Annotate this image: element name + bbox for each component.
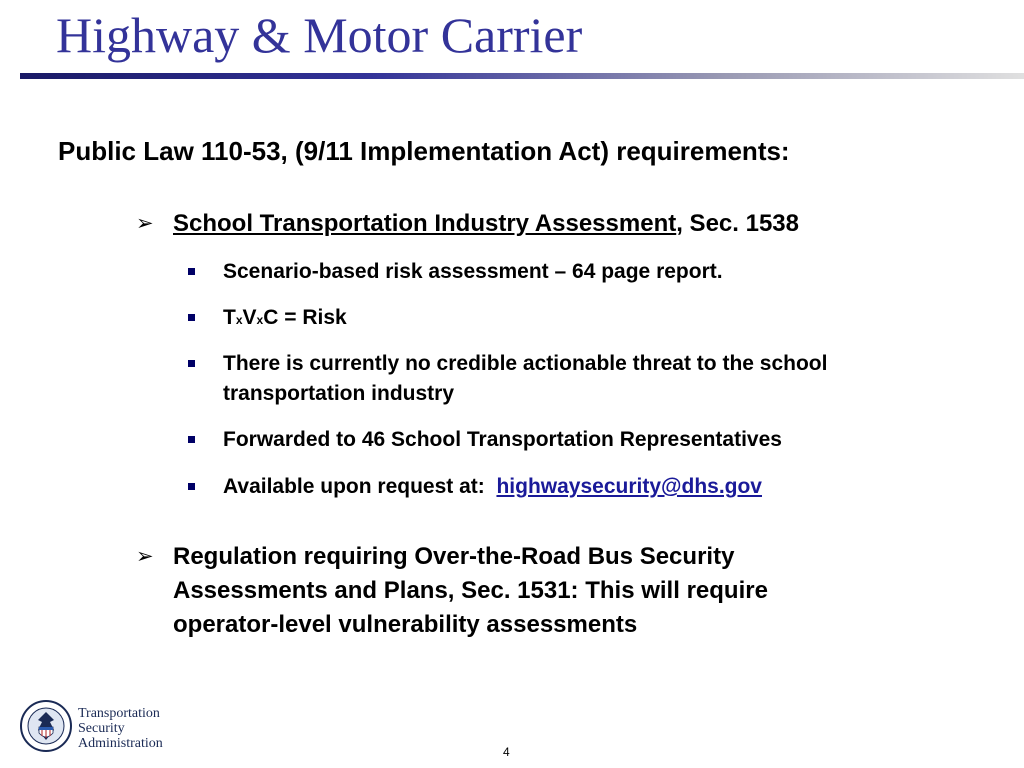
sub-bullet-available: Available upon request at: highwaysecurity@dhs.gov [223, 472, 762, 502]
square-bullet-icon [188, 360, 195, 367]
bullet-school-assessment [136, 207, 799, 241]
page-number: 4 [503, 745, 510, 759]
sub-bullet-risk-assessment: Scenario-based risk assessment – 64 page report. [223, 257, 723, 287]
bullet-bus-regulation: ➢ Regulation requiring Over-the-Road Bus Security Assessments and Plans, Sec. 1531: This will require operator-level vulnerability assessments [173, 540, 768, 642]
title-divider [20, 73, 1024, 79]
assessment-title: School Transportation Industry Assessment [173, 210, 677, 237]
sub-bullet-risk-formula: TxVxC = Risk [223, 303, 347, 335]
arrow-bullet-icon: ➢ [136, 545, 154, 568]
sub-bullet-forwarded: Forwarded to 46 School Transportation Representatives [223, 425, 782, 455]
tsa-logo [20, 700, 180, 756]
square-bullet-icon [188, 436, 195, 443]
dhs-seal-icon [20, 700, 72, 752]
slide-title: Highway & Motor Carrier [56, 7, 583, 63]
square-bullet-icon [188, 268, 195, 275]
section-heading: Public Law 110-53, (9/11 Implementation Act) requirements: [58, 136, 790, 166]
assessment-section: , Sec. 1538 [676, 210, 799, 237]
square-bullet-icon [188, 483, 195, 490]
tsa-logo-text: Transportation Security Administration [78, 706, 163, 751]
email-link[interactable]: highwaysecurity@dhs.gov [496, 475, 762, 498]
sub-bullet-threat: There is currently no credible actionable threat to the school transportation industry [223, 349, 827, 409]
square-bullet-icon [188, 314, 195, 321]
arrow-bullet-icon: ➢ [136, 212, 154, 235]
